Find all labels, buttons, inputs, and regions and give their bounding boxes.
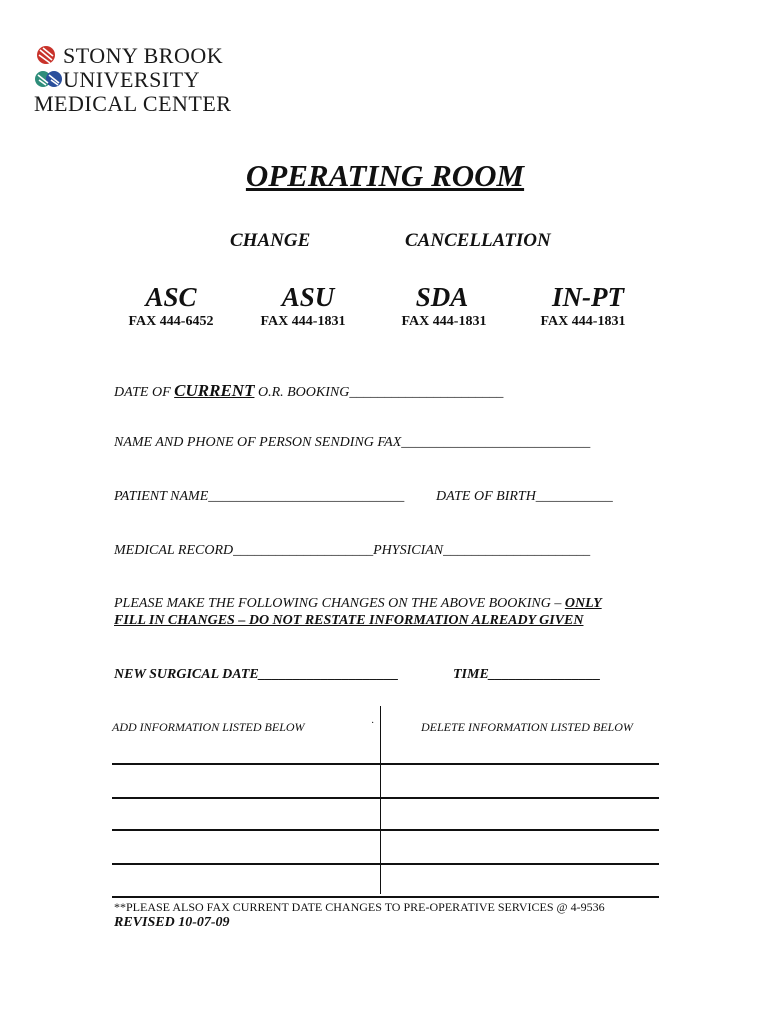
dept-asu: ASU (281, 282, 335, 312)
patient-name-field[interactable]: PATIENT NAME____________________________ (114, 489, 405, 504)
logo-line-3: MEDICAL CENTER (34, 91, 232, 116)
dept-in-pt-fax: FAX 444-1831 (540, 314, 626, 329)
revised-date: REVISED 10-07-09 (114, 915, 230, 930)
booking-label: O.R. BOOKING______________________ (254, 385, 504, 400)
dept-asc-fax: FAX 444-6452 (128, 314, 214, 329)
change-label: CHANGE (230, 230, 311, 251)
table-row-line (112, 896, 659, 898)
dept-in-pt: IN-PT (552, 282, 624, 312)
column-divider (380, 706, 381, 894)
logo-line-1: STONY BROOK (63, 43, 224, 68)
new-surgical-date-field[interactable]: NEW SURGICAL DATE____________________ (114, 667, 399, 682)
footer-note: **PLEASE ALSO FAX CURRENT DATE CHANGES TO PRE-OPERATIVE SERVICES @ 4-9536 (114, 900, 605, 914)
dept-asu-fax: FAX 444-1831 (260, 314, 346, 329)
current-booking-date-field[interactable] (114, 381, 503, 401)
dept-asc: ASC (145, 282, 197, 312)
current-emphasis: CURRENT (174, 381, 255, 400)
add-info-header: ADD INFORMATION LISTED BELOW (112, 720, 305, 734)
form-title-text: OPERATING ROOM (245, 158, 525, 193)
dept-sda: SDA (415, 282, 469, 312)
instructions-line-1 (114, 596, 602, 612)
time-field[interactable]: TIME________________ (453, 667, 601, 682)
delete-info-header: DELETE INFORMATION LISTED BELOW (421, 720, 633, 734)
instructions-line-2: FILL IN CHANGES – DO NOT RESTATE INFORMATION ALREADY GIVEN (114, 613, 584, 628)
medical-record-physician-field[interactable]: MEDICAL RECORD____________________PHYSICIAN_____________________ (114, 543, 591, 558)
cancellation-label: CANCELLATION (405, 230, 551, 251)
stony-brook-logo-icon (34, 44, 62, 92)
logo-line-2: UNIVERSITY (63, 67, 200, 92)
date-of-label: DATE OF (114, 385, 175, 400)
table-row-line (112, 797, 659, 799)
table-row-line (112, 763, 659, 765)
instructions-text: PLEASE MAKE THE FOLLOWING CHANGES ON THE ABOVE BOOKING – (114, 596, 565, 611)
logo (34, 44, 234, 116)
sender-name-phone-field[interactable]: NAME AND PHONE OF PERSON SENDING FAX___________________________ (114, 435, 591, 450)
only-emphasis: ONLY (564, 596, 602, 611)
form-title (0, 158, 770, 194)
dept-sda-fax: FAX 444-1831 (401, 314, 487, 329)
date-of-birth-field[interactable]: DATE OF BIRTH___________ (436, 489, 613, 504)
center-dot: · (371, 718, 375, 729)
table-row-line (112, 829, 659, 831)
table-row-line (112, 863, 659, 865)
